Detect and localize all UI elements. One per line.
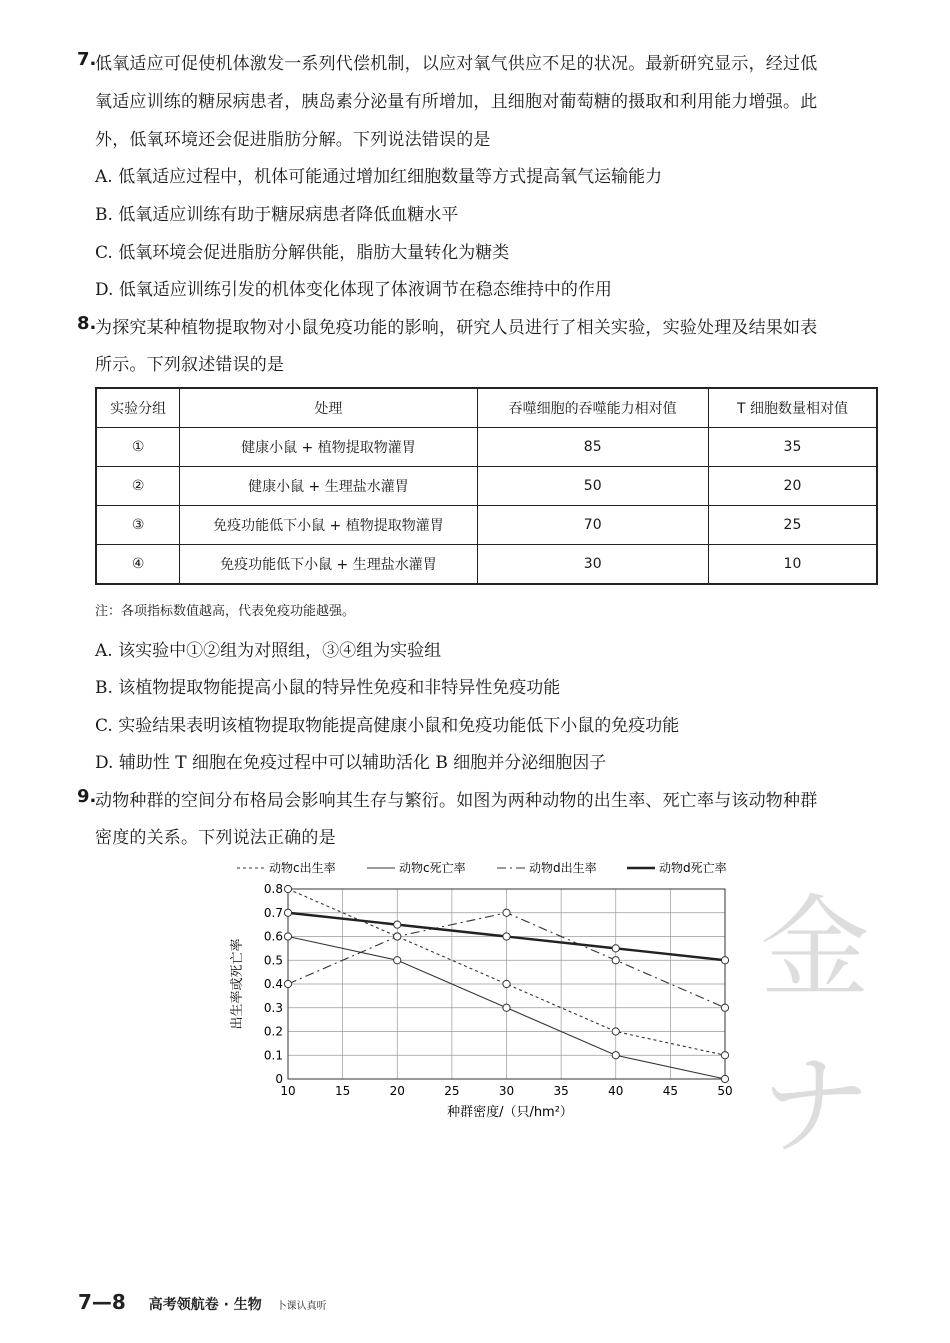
x-tick-label: 20 bbox=[389, 1084, 405, 1098]
table-cell: 85 bbox=[477, 428, 708, 467]
y-tick-label: 0.6 bbox=[263, 929, 283, 944]
data-point bbox=[721, 1004, 728, 1011]
question-9-stem-line-1: 动物种群的空间分布格局会影响其生存与繁衍。如图为两种动物的出生率、死亡率与该动物种群 bbox=[95, 791, 818, 811]
footer-title: 高考领航卷 · 生物 bbox=[148, 1297, 262, 1313]
watermark-calligraphy: 金 ナ bbox=[760, 884, 870, 1170]
table-cell: 10 bbox=[708, 545, 877, 585]
question-8-option-c: C. 实验结果表明该植物提取物能提高健康小鼠和免疫功能低下小鼠的免疫功能 bbox=[95, 716, 680, 736]
question-7-number: 7. bbox=[77, 49, 97, 70]
x-tick-label: 35 bbox=[553, 1084, 569, 1098]
table-header-cell: 处理 bbox=[180, 388, 477, 428]
table-cell: 免疫功能低下小鼠 + 生理盐水灌胃 bbox=[180, 545, 477, 585]
table-cell: 健康小鼠 + 生理盐水灌胃 bbox=[180, 467, 477, 506]
table-header-row bbox=[96, 388, 877, 428]
y-tick-label: 0.3 bbox=[263, 1000, 283, 1015]
question-8-option-a: A. 该实验中①②组为对照组，③④组为实验组 bbox=[95, 641, 442, 661]
table-cell: ③ bbox=[96, 506, 180, 545]
question-7-stem-line-2: 氧适应训练的糖尿病患者，胰岛素分泌量有所增加，且细胞对葡萄糖的摄取和利用能力增强。此 bbox=[95, 92, 818, 112]
question-7-stem-line-1: 低氧适应可促使机体激发一系列代偿机制，以应对氧气供应不足的状况。最新研究显示，经过低 bbox=[95, 54, 818, 74]
data-point bbox=[503, 933, 510, 940]
data-point bbox=[612, 1028, 619, 1035]
table-cell: ④ bbox=[96, 545, 180, 585]
table-header-cell: 吞噬细胞的吞噬能力相对值 bbox=[477, 388, 708, 428]
question-7-option-a: A. 低氧适应过程中，机体可能通过增加红细胞数量等方式提高氧气运输能力 bbox=[95, 167, 663, 187]
y-tick-label: 0.2 bbox=[263, 1024, 283, 1039]
table-cell: ① bbox=[96, 428, 180, 467]
data-point bbox=[721, 957, 728, 964]
x-tick-label: 30 bbox=[498, 1084, 515, 1098]
table-note: 注：各项指标数值越高，代表免疫功能越强。 bbox=[95, 604, 356, 619]
table-row bbox=[96, 467, 877, 506]
y-tick-label: 0.4 bbox=[263, 977, 283, 991]
table-cell: 健康小鼠 + 植物提取物灌胃 bbox=[180, 428, 477, 467]
table-cell: 25 bbox=[708, 506, 877, 545]
page-footer bbox=[78, 1290, 327, 1314]
x-tick-label: 25 bbox=[444, 1084, 460, 1098]
question-7-option-d: D. 低氧适应训练引发的机体变化体现了体液调节在稳态维持中的作用 bbox=[95, 280, 612, 300]
y-axis-label: 出生率或死亡率 bbox=[230, 938, 245, 1030]
table-cell: 50 bbox=[477, 467, 708, 506]
experiment-table bbox=[95, 387, 878, 585]
y-tick-label: 0.1 bbox=[263, 1048, 283, 1063]
data-point bbox=[612, 957, 619, 964]
legend-label: 动物c死亡率 bbox=[399, 861, 466, 875]
table-cell: ② bbox=[96, 467, 180, 506]
question-8-number: 8. bbox=[77, 313, 97, 334]
question-9-number: 9. bbox=[77, 786, 97, 807]
legend-label: 动物d死亡率 bbox=[659, 861, 727, 875]
table-header-cell: T 细胞数量相对值 bbox=[708, 388, 877, 428]
data-point bbox=[394, 921, 401, 928]
data-point bbox=[612, 945, 619, 952]
data-point bbox=[721, 1075, 728, 1082]
question-7-stem-line-3: 外，低氧环境还会促进脂肪分解。下列说法错误的是 bbox=[95, 130, 491, 150]
table-cell: 免疫功能低下小鼠 + 植物提取物灌胃 bbox=[180, 506, 477, 545]
x-tick-label: 50 bbox=[717, 1084, 733, 1098]
data-point bbox=[284, 909, 291, 916]
legend-label: 动物d出生率 bbox=[529, 861, 597, 875]
question-8-option-d: D. 辅助性 T 细胞在免疫过程中可以辅助活化 B 细胞并分泌细胞因子 bbox=[95, 753, 607, 773]
question-8-stem-line-1: 为探究某种植物提取物对小鼠免疫功能的影响，研究人员进行了相关实验，实验处理及结果如表 bbox=[95, 318, 818, 338]
data-point bbox=[394, 957, 401, 964]
question-8-stem-line-2: 所示。下列叙述错误的是 bbox=[95, 355, 285, 375]
table-row bbox=[96, 545, 877, 585]
footer-tagline: 卜课认真听 bbox=[276, 1301, 327, 1312]
birth-death-rate-chart bbox=[225, 852, 755, 1127]
table-cell: 20 bbox=[708, 467, 877, 506]
question-7-option-c: C. 低氧环境会促进脂肪分解供能，脂肪大量转化为糖类 bbox=[95, 243, 510, 263]
y-tick-label: 0.5 bbox=[263, 953, 283, 968]
table-cell: 70 bbox=[477, 506, 708, 545]
x-axis-label: 种群密度/（只/hm²） bbox=[447, 1105, 573, 1120]
data-point bbox=[503, 909, 510, 916]
chart-legend bbox=[237, 860, 727, 875]
table-header-cell: 实验分组 bbox=[96, 388, 180, 428]
table-row bbox=[96, 428, 877, 467]
x-tick-label: 45 bbox=[662, 1084, 679, 1098]
y-tick-label: 0 bbox=[275, 1072, 283, 1086]
footer-page-number: 7—8 bbox=[78, 1290, 126, 1314]
question-9-stem-line-2: 密度的关系。下列说法正确的是 bbox=[95, 828, 336, 848]
data-point bbox=[284, 885, 291, 892]
table-cell: 35 bbox=[708, 428, 877, 467]
question-8-option-b: B. 该植物提取物能提高小鼠的特异性免疫和非特异性免疫功能 bbox=[95, 678, 561, 698]
question-7-option-b: B. 低氧适应训练有助于糖尿病患者降低血糖水平 bbox=[95, 205, 459, 225]
table-cell: 30 bbox=[477, 545, 708, 585]
x-tick-label: 40 bbox=[608, 1084, 624, 1098]
x-tick-label: 10 bbox=[280, 1084, 296, 1098]
data-point bbox=[284, 933, 291, 940]
y-tick-label: 0.7 bbox=[263, 905, 283, 920]
legend-label: 动物c出生率 bbox=[269, 861, 336, 875]
data-point bbox=[284, 980, 291, 987]
data-point bbox=[503, 980, 510, 987]
data-point bbox=[721, 1052, 728, 1059]
data-point bbox=[394, 933, 401, 940]
data-point bbox=[612, 1052, 619, 1059]
table-row bbox=[96, 506, 877, 545]
data-point bbox=[503, 1004, 510, 1011]
y-tick-label: 0.8 bbox=[263, 882, 283, 896]
x-tick-label: 15 bbox=[334, 1084, 351, 1098]
